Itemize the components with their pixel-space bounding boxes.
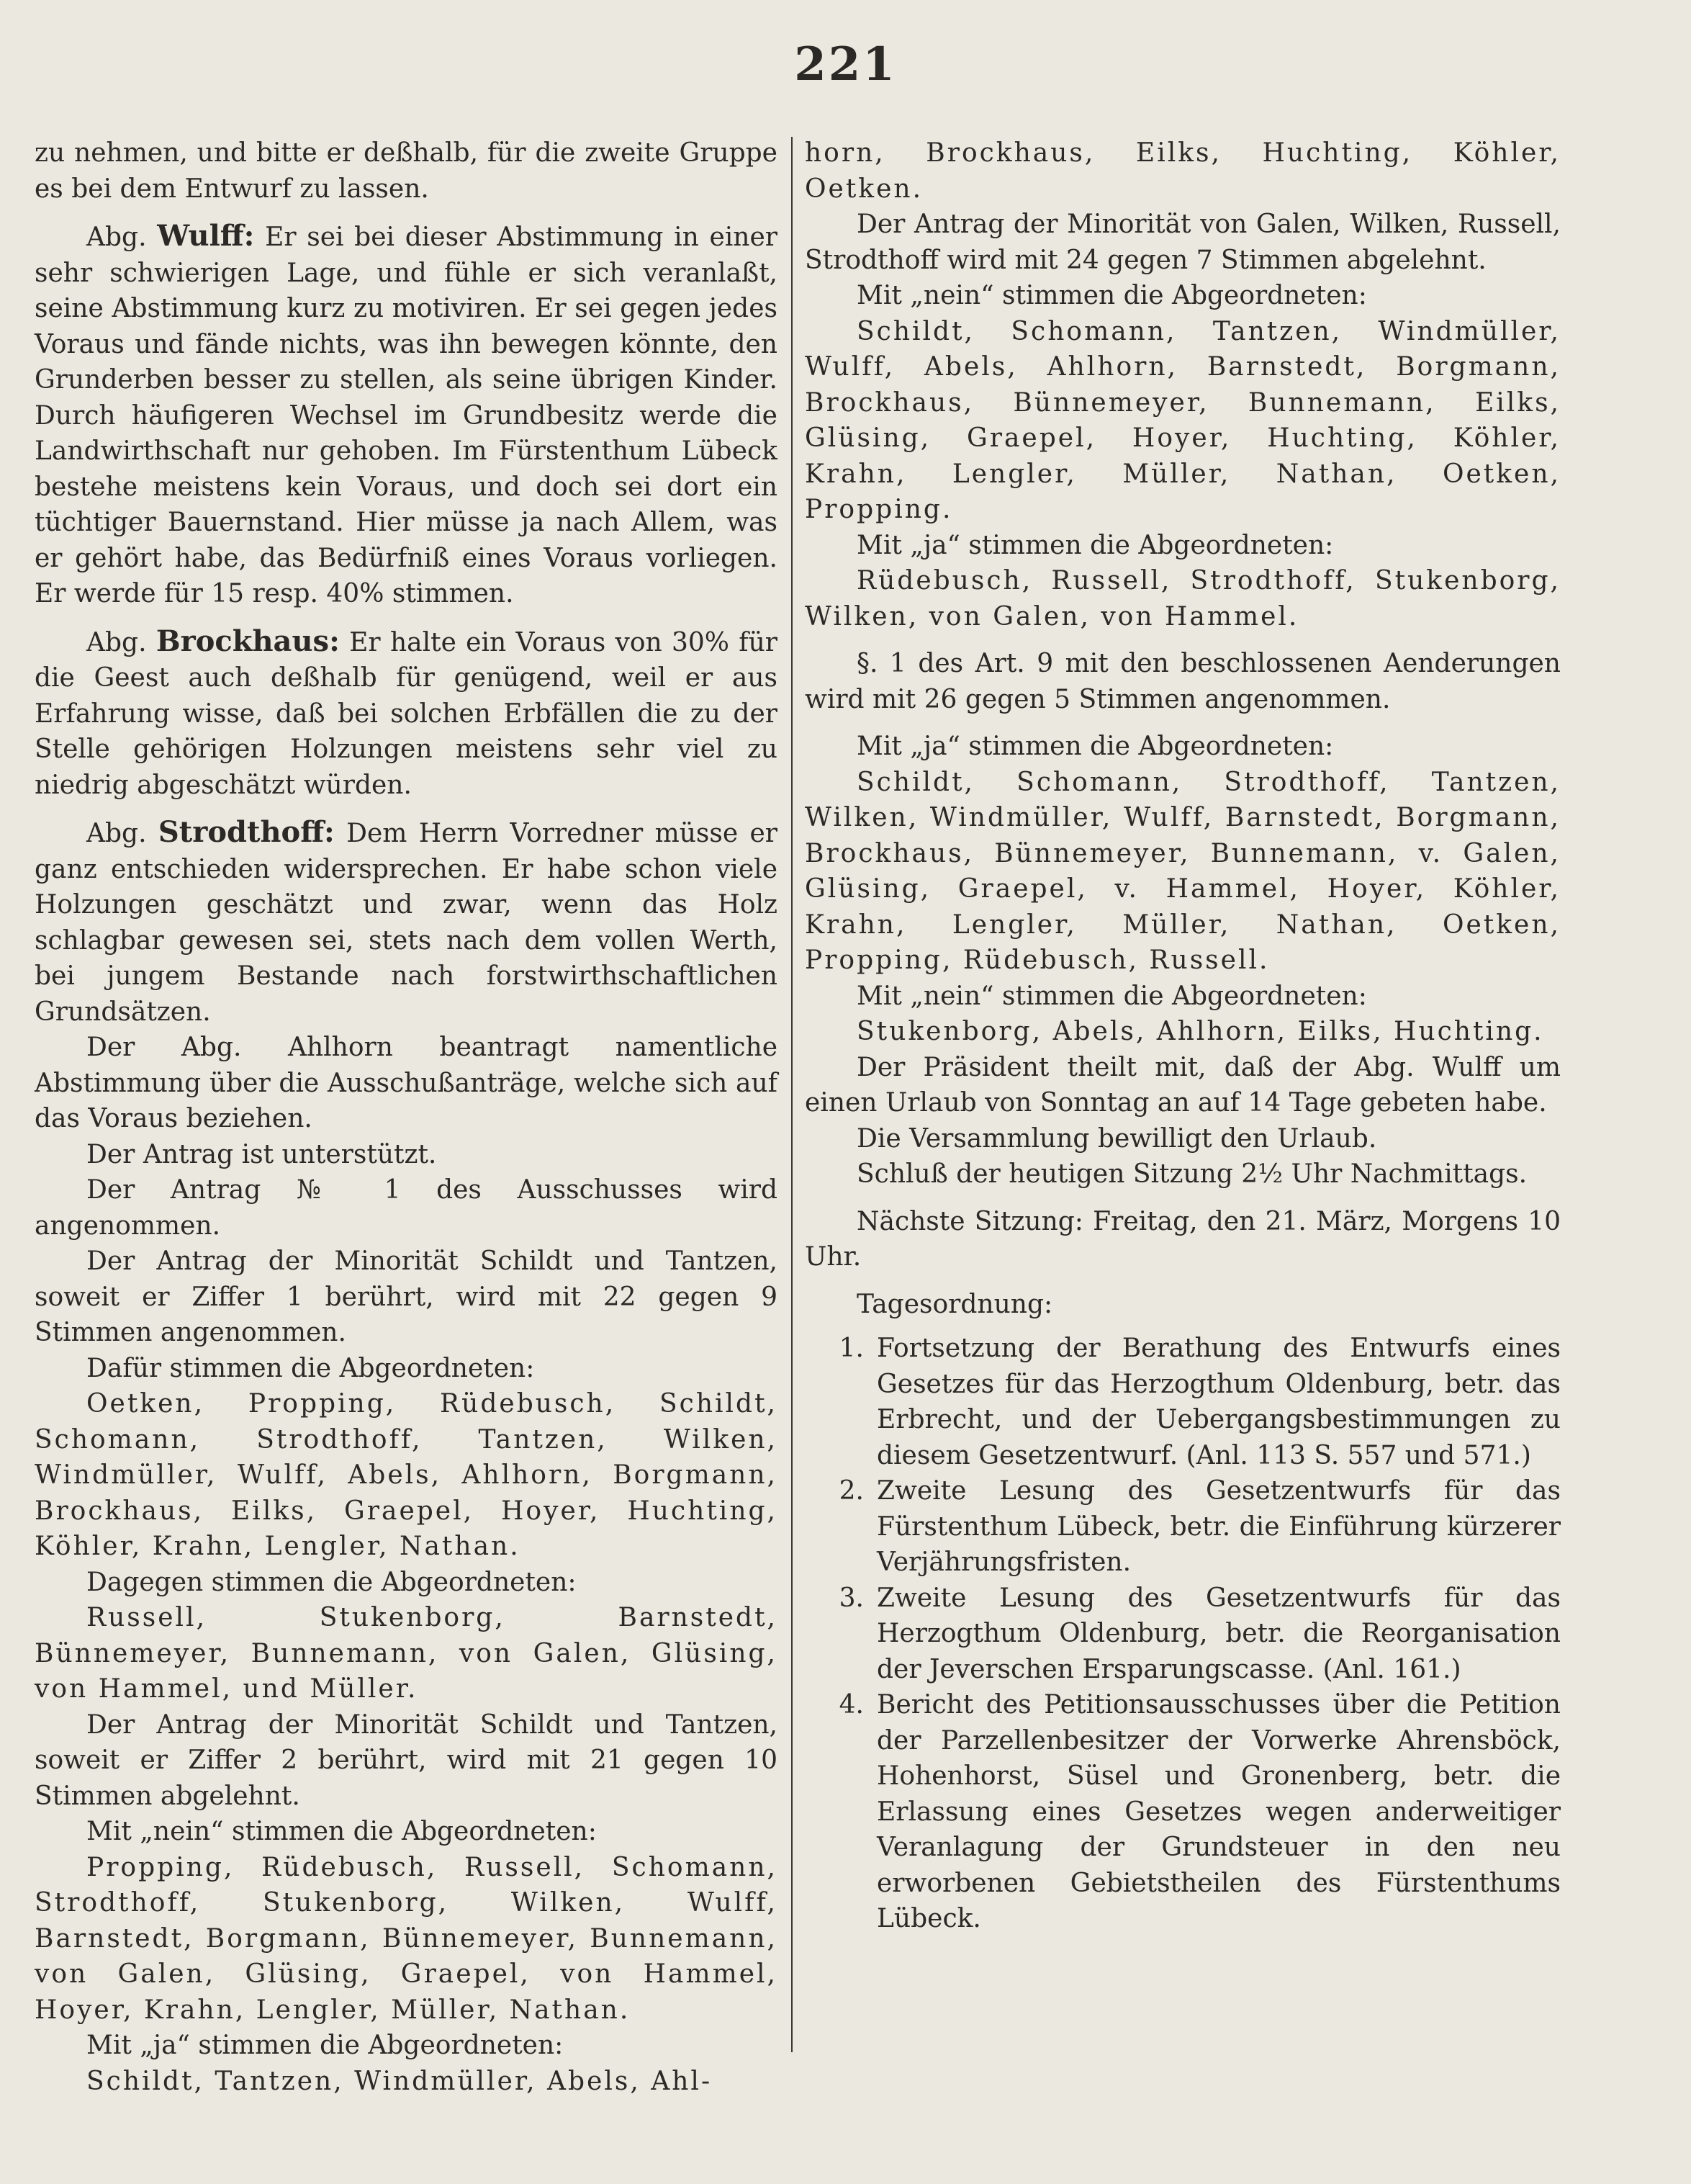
vote-names: Schildt, Schomann, Tantzen, Windmüller, Wulff, Abels, Ahlhorn, Barnstedt, Borgmann, Brockhaus, Bünnemeyer, Bunnemann, Eilks, Glüsing, Graepel, Hoyer, Huchting, Köhler, Krahn, Lengler, Müller, Nathan, Oetken, Propping. [805,316,1561,524]
agenda-item [805,1331,1561,1473]
paragraph: §. 1 des Art. 9 mit den beschlossenen Aenderungen wird mit 26 gegen 5 Stimmen angenommen. [805,649,1561,714]
agenda-item [805,1581,1561,1688]
vote-heading: Mit „nein“ stimmen die Abgeordneten: [86,1817,597,1846]
vote-heading: Mit „ja“ stimmen die Abgeordneten: [857,530,1334,560]
paragraph: Nächste Sitzung: Freitag, den 21. März, Morgens 10 Uhr. [805,1206,1561,1272]
page-number: 221 [794,37,897,91]
agenda-item [805,1687,1561,1937]
paragraph: Der Antrag der Minorität Schildt und Tantzen, soweit er Ziffer 2 berührt, wird mit 21 gegen 10 Stimmen abgelehnt. [35,1709,777,1811]
vote-heading: Mit „ja“ stimmen die Abgeordneten: [86,2031,564,2060]
agenda-number: 2. [839,1476,864,1506]
speaker-name: Strodthoff: [158,815,335,849]
speech-lead: Abg. [86,223,147,252]
right-column [805,135,1561,1937]
agenda-item [805,1473,1561,1581]
agenda-text: Zweite Lesung des Gesetzentwurfs für das Herzogthum Oldenburg, betr. die Reorganisation der Jeverschen Ersparungscasse. (Anl. 161.) [877,1583,1561,1684]
vote-heading: Dagegen stimmen die Abgeordneten: [86,1567,577,1597]
speech-text: Dem Herrn Vorredner müsse er ganz entschieden widersprechen. Er habe schon viele Holzungen geschätzt und zwar, wenn das Holz schlagbar gewesen sei, stets nach dem vollen Werth, bei jungem Bestande nach forstwirthschaftlichen Grundsätzen. [35,819,777,1027]
speech-brockhaus [35,624,777,804]
speaker-name: Wulff: [157,219,255,253]
paragraph: Die Versammlung bewilligt den Urlaub. [857,1123,1377,1154]
vote-heading: Mit „nein“ stimmen die Abgeordneten: [857,281,1367,310]
speech-strodthoff [35,814,777,1030]
paragraph: zu nehmen, und bitte er deßhalb, für die zweite Gruppe es bei dem Entwurf zu lassen. [35,138,777,204]
paragraph: Der Antrag der Minorität Schildt und Tantzen, soweit er Ziffer 1 berührt, wird mit 22 gegen 9 Stimmen angenommen. [35,1246,777,1347]
speech-wulff [35,218,777,612]
paragraph: Der Antrag der Minorität von Galen, Wilken, Russell, Strodthoff wird mit 24 gegen 7 Stimmen abgelehnt. [805,210,1561,275]
agenda-heading: Tagesordnung: [857,1289,1053,1319]
speech-lead: Abg. [86,819,147,848]
vote-names: Schildt, Tantzen, Windmüller, Abels, Ahl- [86,2066,713,2096]
speech-text: Er sei bei dieser Abstimmung in einer sehr schwierigen Lage, und fühle er sich veranlaßt, seine Abstimmung kurz zu motiviren. Er sei gegen jedes Voraus und fände nichts, was ihn bewegen könnte, den Grunderben besser zu stellen, als seine übrigen Kinder. Durch häufigeren Wechsel im Grundbesitz werde die Landwirthschaft nur gehoben. Im Fürstenthum Lübeck bestehe meistens kein Voraus, und doch sei dort ein tüchtiger Bauernstand. Hier müsse ja nach Allem, was er gehört habe, das Bedürfniß eines Voraus vorliegen. Er werde für 15 resp. 40% stimmen. [35,223,777,608]
agenda-number: 3. [839,1583,864,1613]
speech-text: Er halte ein Voraus von 30% für die Geest auch deßhalb für genügend, weil er aus Erfahrung wisse, daß bei solchen Erbfällen die zu der Stelle gehörigen Holzungen meistens sehr viel zu niedrig abgeschätzt würden. [35,627,778,800]
vote-names: Schildt, Schomann, Strodthoff, Tantzen, Wilken, Windmüller, Wulff, Barnstedt, Borgmann, Brockhaus, Bünnemeyer, Bunnemann, v. Galen, Glüsing, Graepel, v. Hammel, Hoyer, Köhler, Krahn, Lengler, Müller, Nathan, Oetken, Propping, Rüdebusch, Russell. [805,767,1561,975]
agenda-number: 4. [839,1690,864,1720]
vote-heading: Dafür stimmen die Abgeordneten: [86,1353,535,1383]
vote-heading: Mit „nein“ stimmen die Abgeordneten: [857,981,1367,1011]
paragraph: Der Präsident theilt mit, daß der Abg. Wulff um einen Urlaub von Sonntag an auf 14 Tage gebeten habe. [805,1052,1561,1118]
column-divider [791,137,793,2052]
paragraph: Der Abg. Ahlhorn beantragt namentliche Abstimmung über die Ausschußanträge, welche sich auf das Voraus beziehen. [35,1033,777,1133]
vote-names: Propping, Rüdebusch, Russell, Schomann, Strodthoff, Stukenborg, Wilken, Wulff, Barnstedt, Borgmann, Bünnemeyer, Bunnemann, von Galen, Glüsing, Graepel, von Hammel, Hoyer, Krahn, Lengler, Müller, Nathan. [35,1852,777,2025]
vote-names: Stukenborg, Abels, Ahlhorn, Eilks, Huchting. [857,1017,1544,1046]
paragraph: Schluß der heutigen Sitzung 2½ Uhr Nachmittags. [857,1159,1528,1189]
paragraph: Der Antrag № 1 des Ausschusses wird angenommen. [35,1175,777,1241]
vote-names: Russell, Stukenborg, Barnstedt, Bünnemeyer, Bunnemann, von Galen, Glüsing, von Hammel, und Müller. [35,1603,777,1704]
vote-heading: Mit „ja“ stimmen die Abgeordneten: [857,732,1334,761]
speaker-name: Brockhaus: [155,624,340,658]
vote-names: Oetken, Propping, Rüdebusch, Schildt, Schomann, Strodthoff, Tantzen, Wilken, Windmüller, Wulff, Abels, Ahlhorn, Borgmann, Brockhaus, Eilks, Graepel, Hoyer, Huchting, Köhler, Krahn, Lengler, Nathan. [35,1389,777,1561]
agenda-text: Fortsetzung der Berathung des Entwurfs eines Gesetzes für das Herzogthum Oldenburg, betr. das Erbrecht, und der Uebergangsbestimmungen zu diesem Gesetzentwurf. (Anl. 113 S. 557 und 571.) [877,1334,1561,1470]
agenda-text: Bericht des Petitionsausschusses über die Petition der Parzellenbesitzer der Vorwerke Ahrensböck, Hohenhorst, Süsel und Gronenberg, betr. die Erlassung eines Gesetzes wegen anderweitiger Veranlagung der Grundsteuer in den neu erworbenen Gebietstheilen des Fürstenthums Lübeck. [877,1690,1561,1933]
vote-names: horn, Brockhaus, Eilks, Huchting, Köhler, Oetken. [805,138,1561,204]
paragraph: Der Antrag ist unterstützt. [86,1139,437,1169]
vote-names: Rüdebusch, Russell, Strodthoff, Stukenborg, Wilken, von Galen, von Hammel. [805,566,1561,632]
agenda-text: Zweite Lesung des Gesetzentwurfs für das Fürstenthum Lübeck, betr. die Einführung kürzerer Verjährungsfristen. [877,1476,1561,1577]
left-column [35,135,777,2099]
agenda-number: 1. [839,1334,864,1363]
agenda-list [805,1331,1561,1937]
speech-lead: Abg. [86,627,147,657]
